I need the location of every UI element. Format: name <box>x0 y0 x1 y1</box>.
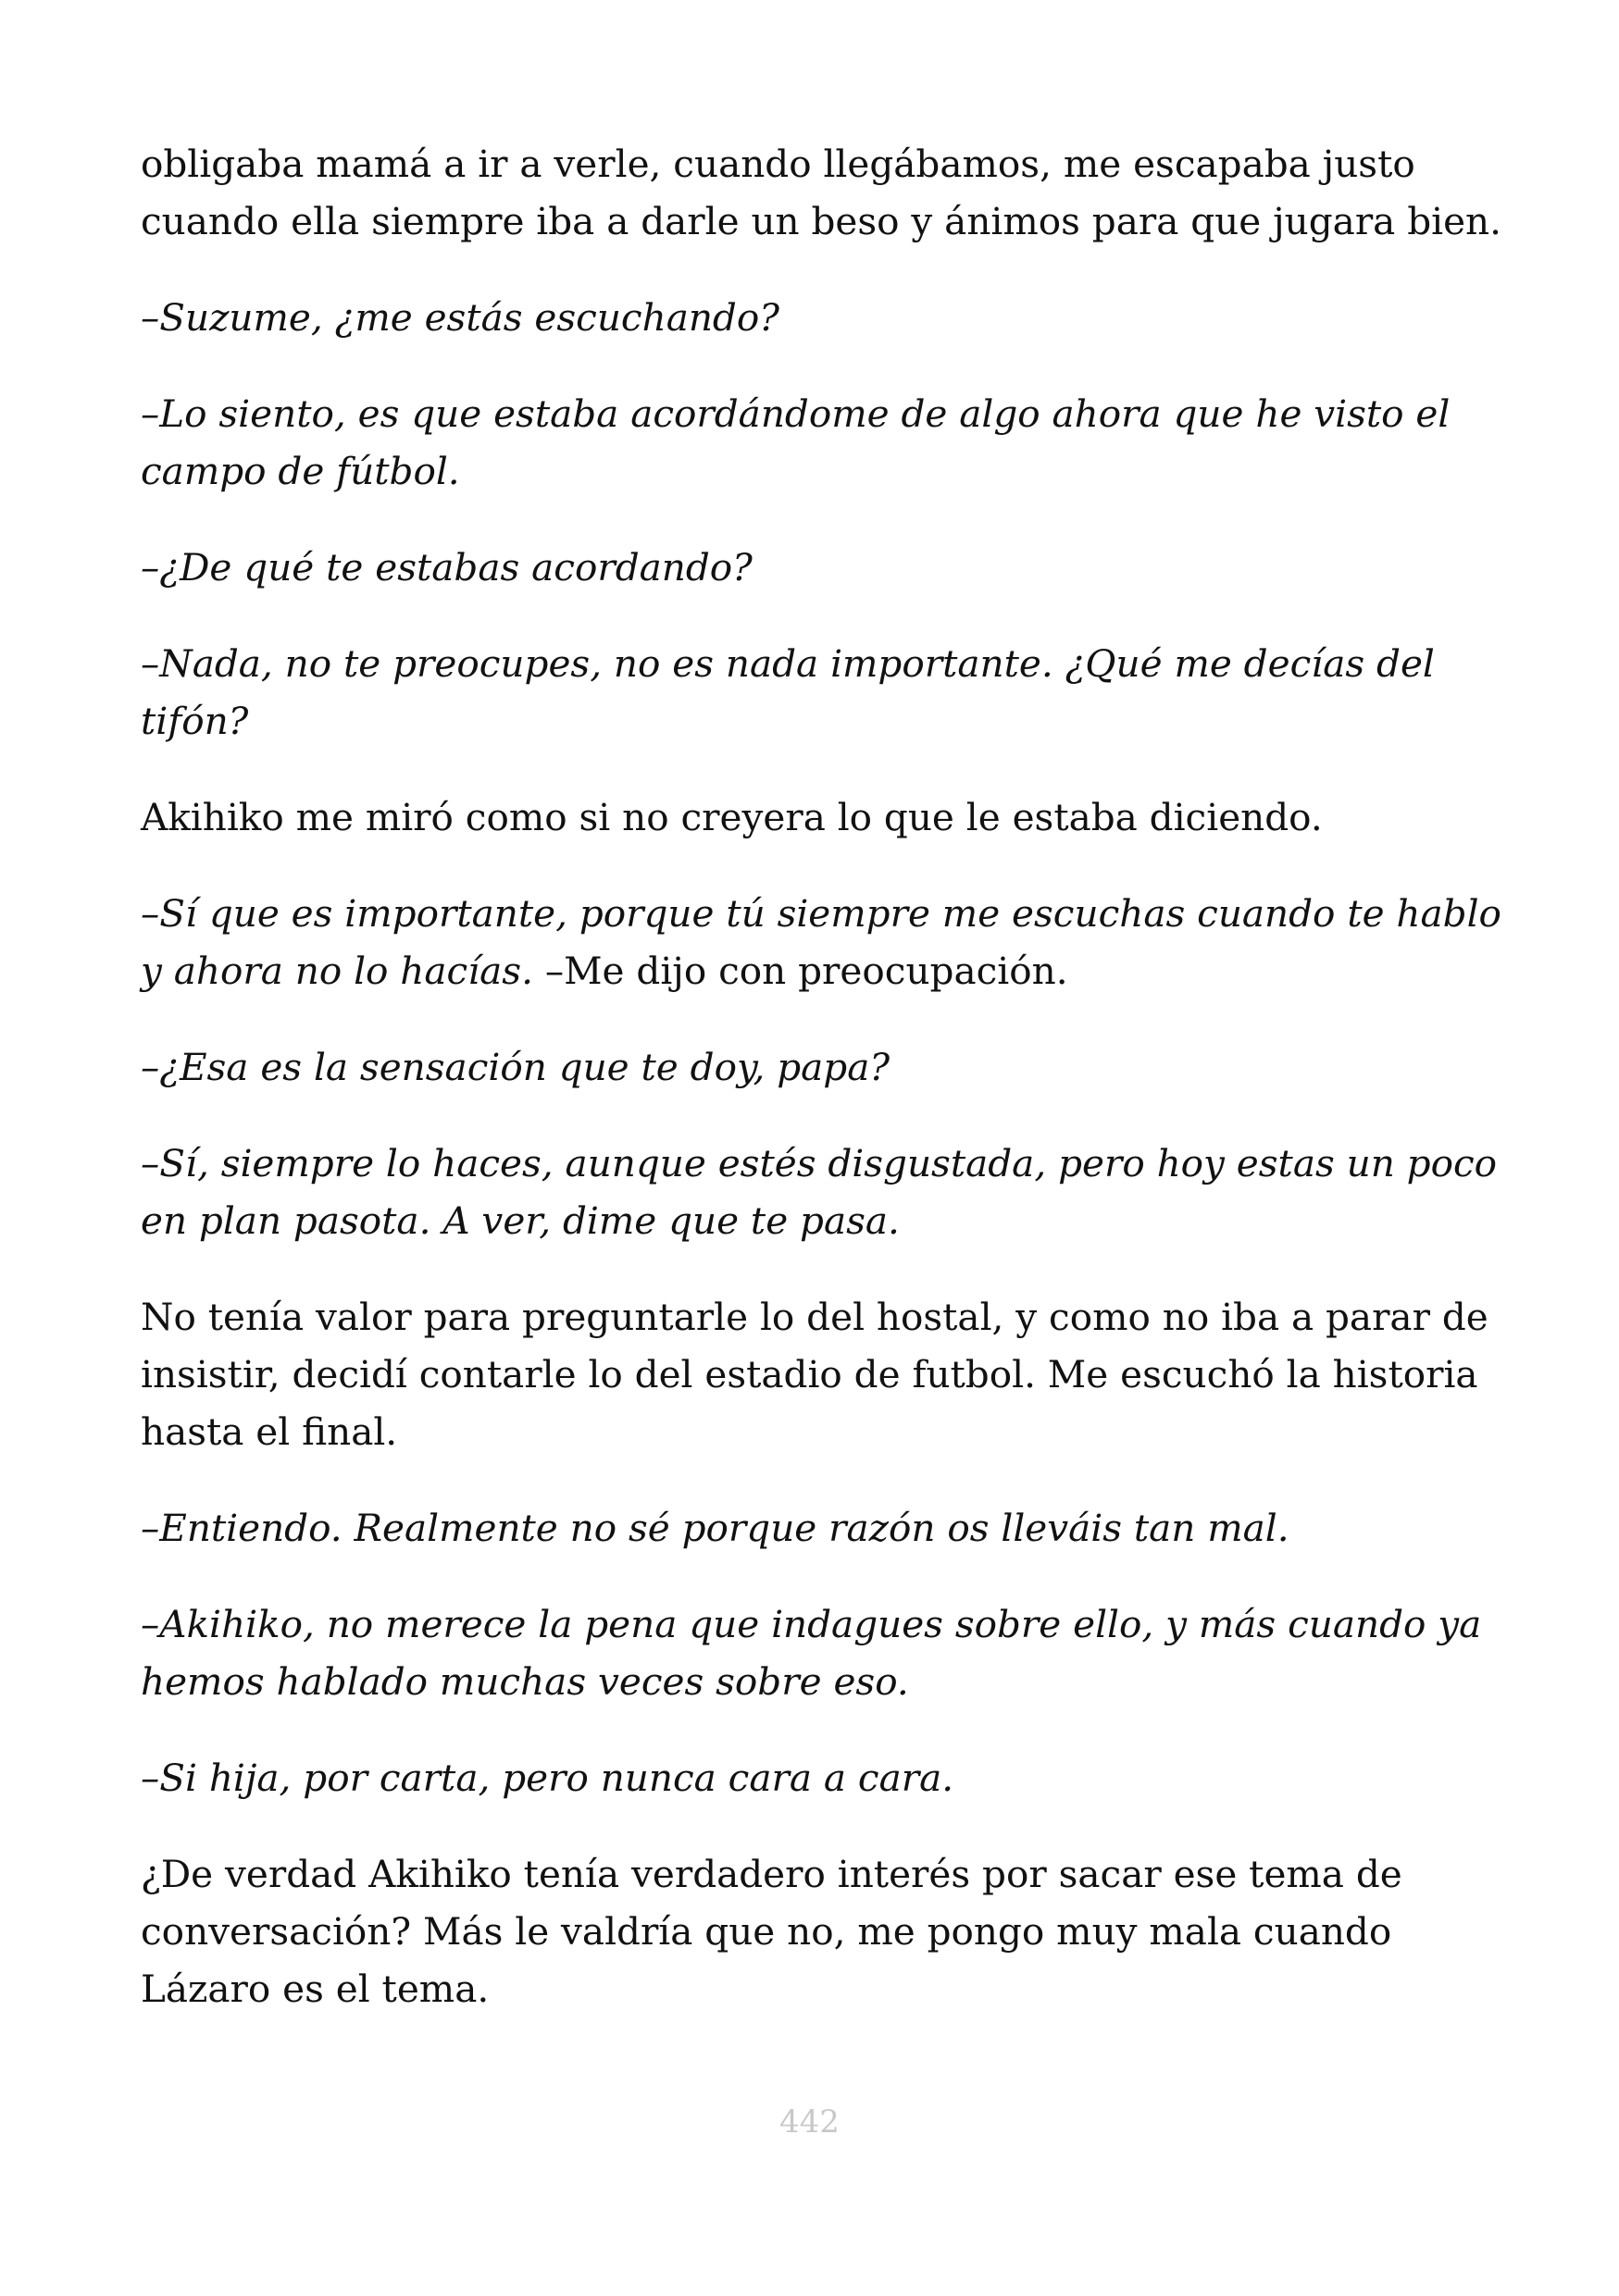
paragraph-dialogue: –Lo siento, es que estaba acordándome de algo ahora que he visto el campo de fútbol. <box>141 391 1451 493</box>
page-number: 442 <box>779 2104 840 2141</box>
paragraph-dialogue: –¿Esa es la sensación que te doy, papa? <box>141 1045 890 1089</box>
paragraph-narration: No tenía valor para preguntarle lo del hostal, y como no iba a parar de insistir, decidí contarle lo del estadio de futbol. Me escuchó la historia hasta el final. <box>141 1295 1488 1454</box>
paragraph-narration: obligaba mamá a ir a verle, cuando llegábamos, me escapaba justo cuando ella siempre iba a darle un beso y ánimos para que jugara bien. <box>141 142 1502 243</box>
paragraph-dialogue: –Akihiko, no merece la pena que indagues sobre ello, y más cuando ya hemos hablado muchas veces sobre eso. <box>141 1602 1482 1704</box>
page-text-body <box>141 135 1501 2056</box>
dialogue-segment: –Sí que es importante, porque tú siempre me escuchas cuando te hablo y ahora no lo hacías. <box>141 891 1501 993</box>
paragraph-narration: Akihiko me miró como si no creyera lo que le estaba diciendo. <box>141 795 1323 839</box>
paragraph-dialogue: –¿De qué te estabas acordando? <box>141 545 753 590</box>
paragraph-dialogue-mixed <box>141 885 1501 999</box>
paragraph-dialogue: –Si hija, por carta, pero nunca cara a cara. <box>141 1756 954 1800</box>
paragraph-dialogue: –Suzume, ¿me estás escuchando? <box>141 295 779 340</box>
narration-segment: –Me dijo con preocupación. <box>532 949 1068 993</box>
paragraph-dialogue: –Entiendo. Realmente no sé porque razón os lleváis tan mal. <box>141 1506 1289 1550</box>
paragraph-narration: ¿De verdad Akihiko tenía verdadero interés por sacar ese tema de conversación? Más le valdría que no, me pongo muy mala cuando Lázaro es el tema. <box>141 1852 1402 2011</box>
paragraph-dialogue: –Sí, siempre lo haces, aunque estés disgustada, pero hoy estas un poco en plan pasota. A ver, dime que te pasa. <box>141 1141 1498 1243</box>
paragraph-dialogue: –Nada, no te preocupes, no es nada importante. ¿Qué me decías del tifón? <box>141 641 1435 743</box>
